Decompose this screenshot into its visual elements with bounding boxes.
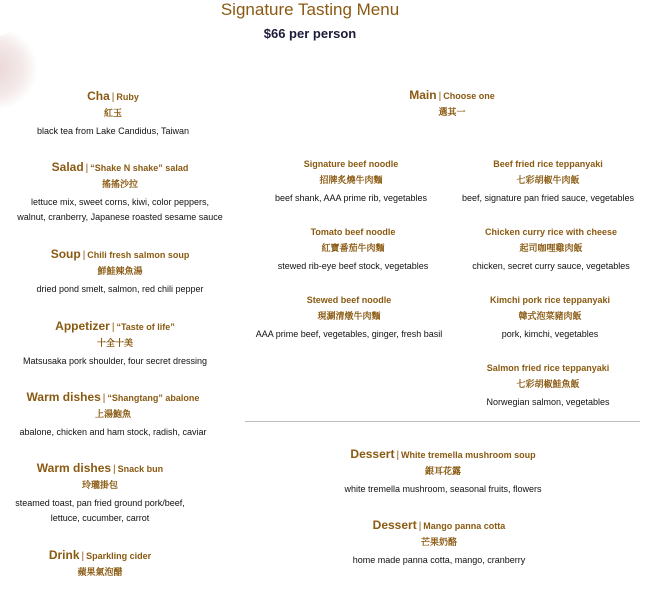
- course-subtitle: White tremella mushroom soup: [401, 450, 536, 460]
- course-chinese-name: 選其一: [438, 107, 466, 117]
- dish-chinese-name: 起司咖哩雞肉飯: [519, 243, 583, 253]
- course-soup: [36, 246, 203, 297]
- separator: |: [82, 250, 86, 261]
- dish-description: beef shank, AAA prime rib, vegetables: [274, 193, 428, 203]
- separator: |: [111, 322, 115, 333]
- dish-name: Stewed beef noodle: [306, 295, 392, 305]
- dish-name: Tomato beef noodle: [310, 227, 396, 237]
- main-dish-salmon-fried-rice: [486, 361, 609, 410]
- dish-description: chicken, secret curry sauce, vegetables: [472, 261, 630, 271]
- course-description: steamed toast, pan fried ground pork/beef, lettuce, cucumber, carrot: [15, 498, 185, 523]
- course-subtitle: Chili fresh salmon soup: [87, 250, 190, 260]
- course-subtitle: Ruby: [116, 92, 139, 102]
- menu-title: Signature Tasting Menu: [220, 0, 400, 19]
- main-dish-signature-beef-noodle: [275, 157, 427, 206]
- course-category: Soup: [50, 247, 81, 261]
- dish-chinese-name: 招牌炙燒牛肉麵: [319, 175, 383, 185]
- course-description: black tea from Lake Candidus, Taiwan: [37, 126, 189, 136]
- course-subtitle: “Taste of life”: [116, 322, 175, 332]
- course-subtitle: “Shake N shake” salad: [90, 163, 189, 173]
- separator: |: [418, 521, 422, 532]
- course-appetizer: [23, 318, 207, 369]
- dish-chinese-name: 七彩胡椒鮭魚飯: [516, 379, 580, 389]
- dish-chinese-name: 七彩胡椒牛肉飯: [516, 175, 580, 185]
- course-subtitle: “Shangtang” abalone: [107, 393, 200, 403]
- course-warm-dishes-bun: [15, 460, 185, 526]
- main-dish-tomato-beef-noodle: [278, 225, 429, 274]
- course-category: Appetizer: [55, 319, 110, 333]
- separator: |: [396, 450, 400, 461]
- dish-name: Signature beef noodle: [303, 159, 399, 169]
- course-category: Drink: [48, 548, 80, 562]
- course-chinese-name: 蘋果氣泡醋: [77, 567, 123, 577]
- dish-description: stewed rib-eye beef stock, vegetables: [277, 261, 429, 271]
- course-category: Salad: [51, 160, 84, 174]
- course-category: Warm dishes: [36, 461, 112, 475]
- course-dessert-panna-cotta: [353, 517, 526, 568]
- dish-description: Norwegian salmon, vegetables: [486, 397, 610, 407]
- course-category: Dessert: [372, 518, 417, 532]
- course-drink: [49, 547, 151, 580]
- dish-name: Beef fried rice teppanyaki: [493, 159, 603, 169]
- dish-description: pork, kimchi, vegetables: [501, 329, 599, 339]
- dish-name: Chicken curry rice with cheese: [484, 227, 618, 237]
- course-chinese-name: 銀耳花露: [424, 466, 462, 476]
- course-main: [409, 87, 494, 120]
- dish-chinese-name: 韓式泡菜豬肉飯: [518, 311, 582, 321]
- course-chinese-name: 紅玉: [103, 108, 123, 118]
- separator: |: [113, 464, 116, 475]
- course-description: white tremella mushroom, seasonal fruits, flowers: [344, 484, 542, 494]
- dish-name: Kimchi pork rice teppanyaki: [489, 295, 611, 305]
- dish-name: Salmon fried rice teppanyaki: [486, 363, 610, 373]
- course-subtitle: Sparkling cider: [86, 551, 152, 561]
- main-dish-chicken-curry-rice: [472, 225, 630, 274]
- course-category: Dessert: [350, 447, 395, 461]
- course-salad: [17, 159, 222, 225]
- dish-chinese-name: 紅寶番茄牛肉麵: [321, 243, 385, 253]
- separator: |: [111, 92, 115, 103]
- course-chinese-name: 芒果奶酪: [420, 537, 458, 547]
- separator: |: [85, 163, 89, 174]
- course-category: Warm dishes: [26, 390, 101, 404]
- main-dish-beef-fried-rice: [462, 157, 634, 206]
- separator: |: [438, 91, 442, 102]
- dish-chinese-name: 現涮清燉牛肉麵: [317, 311, 381, 321]
- dish-description: AAA prime beef, vegetables, ginger, fresh basil: [255, 329, 443, 339]
- separator: |: [102, 393, 106, 404]
- course-chinese-name: 十全十美: [96, 338, 133, 348]
- separator: |: [81, 551, 85, 562]
- main-dish-stewed-beef-noodle: [256, 293, 443, 342]
- course-chinese-name: 上湯鮑魚: [94, 409, 132, 419]
- course-warm-dishes-abalone: [19, 389, 206, 440]
- course-description: dried pond smelt, salmon, red chili pepper: [36, 284, 204, 294]
- course-dessert-tremella: [344, 446, 541, 497]
- course-description: lettuce mix, sweet corns, kiwi, color peppers, walnut, cranberry, Japanese roasted sesame sauce: [17, 197, 223, 222]
- menu-price: $66 per person: [263, 26, 357, 41]
- course-description: abalone, chicken and ham stock, radish, caviar: [19, 427, 207, 437]
- course-category: Cha: [87, 89, 110, 103]
- course-description: home made panna cotta, mango, cranberry: [352, 555, 526, 565]
- course-chinese-name: 玲瓏掛包: [81, 480, 119, 490]
- course-subtitle: Snack bun: [117, 464, 164, 474]
- course-cha: [37, 88, 189, 139]
- course-chinese-name: 搖搖沙拉: [101, 179, 139, 189]
- main-dish-kimchi-pork-rice: [490, 293, 610, 342]
- course-subtitle: Choose one: [443, 91, 495, 101]
- course-category: Main: [409, 88, 437, 102]
- course-subtitle: Mango panna cotta: [423, 521, 506, 531]
- dish-description: beef, signature pan fried sauce, vegetables: [461, 193, 635, 203]
- section-divider: [245, 421, 640, 422]
- course-description: Matsusaka pork shoulder, four secret dressing: [22, 356, 208, 366]
- course-chinese-name: 鮮鮭辣魚湯: [97, 266, 143, 276]
